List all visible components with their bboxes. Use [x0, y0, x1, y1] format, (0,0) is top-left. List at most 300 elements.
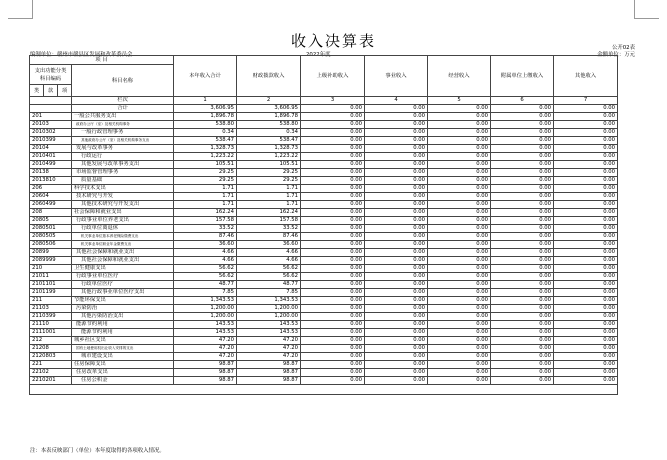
row-value: 0.00 [491, 241, 554, 249]
row-value: 1,896.78 [237, 113, 301, 121]
row-value: 0.00 [491, 273, 554, 281]
row-value: 1,223.22 [237, 153, 301, 161]
row-code: 2111001 [30, 329, 72, 337]
row-value: 143.53 [174, 321, 237, 329]
row-value: 0.00 [491, 345, 554, 353]
row-value: 0.00 [491, 161, 554, 169]
row-value: 0.00 [365, 249, 428, 257]
row-value: 1.71 [237, 185, 301, 193]
row-value: 0.00 [554, 313, 618, 321]
row-value: 7.85 [174, 289, 237, 297]
table-row [30, 257, 618, 265]
row-value: 0.00 [365, 137, 428, 145]
row-value: 4.66 [174, 257, 237, 265]
row-value: 0.00 [554, 345, 618, 353]
row-code: 20138 [30, 169, 72, 177]
row-name: 市场监督管理事务 [72, 169, 174, 177]
row-name: 科学技术支出 [72, 185, 174, 193]
table-row [30, 249, 618, 257]
row-code: 2060499 [30, 201, 72, 209]
row-value: 143.53 [237, 321, 301, 329]
table-row [30, 353, 618, 361]
row-value: 0.00 [554, 113, 618, 121]
row-name: 其他社会保障和就业支出 [72, 249, 174, 257]
row-value: 0.00 [301, 145, 365, 153]
row-value: 0.00 [428, 233, 491, 241]
row-code: 20104 [30, 145, 72, 153]
row-name: 机关事业单位基本养老保险缴费支出 [72, 233, 174, 241]
table-row [30, 209, 618, 217]
row-code: 20604 [30, 193, 72, 201]
row-value: 538.47 [174, 137, 237, 145]
header-col-1: 本年收入合计 [174, 56, 237, 97]
row-value: 0.00 [554, 233, 618, 241]
row-code: 2010499 [30, 161, 72, 169]
header-col-5: 经营收入 [428, 56, 491, 97]
row-code: 2101101 [30, 281, 72, 289]
col-number: 4 [365, 97, 428, 105]
row-value: 0.00 [554, 169, 618, 177]
row-value: 0.00 [301, 249, 365, 257]
table-row [30, 321, 618, 329]
row-name: 其他行政事业单位医疗支出 [72, 289, 174, 297]
total-value: 3,606.95 [174, 105, 237, 113]
row-code: 2010302 [30, 129, 72, 137]
table-row [30, 225, 618, 233]
row-value: 0.00 [428, 369, 491, 377]
row-value: 0.00 [491, 297, 554, 305]
row-value: 0.00 [365, 313, 428, 321]
row-value: 0.00 [428, 377, 491, 385]
page-title: 收入决算表 [290, 32, 376, 50]
row-value: 0.00 [491, 377, 554, 385]
table-row [30, 169, 618, 177]
table-row [30, 377, 618, 385]
row-value: 98.87 [174, 361, 237, 369]
row-value: 4.66 [237, 249, 301, 257]
row-value: 0.00 [491, 305, 554, 313]
row-value: 0.00 [491, 113, 554, 121]
row-value: 0.00 [365, 145, 428, 153]
row-value: 0.00 [301, 337, 365, 345]
table-row [30, 369, 618, 377]
row-value: 0.00 [301, 265, 365, 273]
table-row [30, 129, 618, 137]
row-value: 0.00 [554, 121, 618, 129]
row-value: 0.00 [301, 369, 365, 377]
row-value: 0.00 [365, 177, 428, 185]
row-value: 0.00 [491, 337, 554, 345]
row-value: 0.00 [491, 329, 554, 337]
row-value: 0.00 [428, 185, 491, 193]
row-value: 0.00 [428, 137, 491, 145]
header-code: 支出功能分类科目编码 [30, 65, 72, 85]
row-name: 质量基础 [72, 177, 174, 185]
row-value: 0.00 [554, 337, 618, 345]
row-value: 0.00 [491, 369, 554, 377]
row-value: 0.00 [554, 249, 618, 257]
row-value: 0.00 [491, 153, 554, 161]
row-value: 157.58 [174, 217, 237, 225]
row-value: 0.00 [554, 153, 618, 161]
row-value: 0.00 [491, 353, 554, 361]
row-value: 0.00 [554, 321, 618, 329]
table-row [30, 145, 618, 153]
row-value: 0.00 [491, 169, 554, 177]
row-name: 其他社会保障和就业支出 [72, 257, 174, 265]
row-value: 0.00 [365, 113, 428, 121]
row-value: 0.00 [428, 249, 491, 257]
row-value: 0.00 [554, 329, 618, 337]
row-value: 56.62 [237, 265, 301, 273]
row-name: 其他发展与改革事务支出 [72, 161, 174, 169]
row-value: 0.00 [365, 345, 428, 353]
row-value: 0.00 [301, 257, 365, 265]
row-value: 0.00 [301, 113, 365, 121]
row-value: 0.00 [301, 273, 365, 281]
header-name: 科目名称 [72, 65, 174, 97]
row-value: 0.00 [301, 129, 365, 137]
row-code: 21110 [30, 321, 72, 329]
row-value: 36.60 [237, 241, 301, 249]
row-value: 0.00 [365, 361, 428, 369]
row-name: 能源节约利用 [72, 329, 174, 337]
row-value: 0.00 [365, 353, 428, 361]
row-value: 0.00 [428, 265, 491, 273]
row-value: 0.00 [365, 305, 428, 313]
row-value: 0.00 [554, 265, 618, 273]
row-value: 0.00 [491, 321, 554, 329]
row-value: 0.00 [365, 265, 428, 273]
col-number: 3 [301, 97, 365, 105]
row-value: 0.00 [428, 113, 491, 121]
row-value: 4.66 [237, 257, 301, 265]
row-name: 能源节约利用 [72, 321, 174, 329]
total-value: 0.00 [428, 105, 491, 113]
row-value: 56.62 [174, 273, 237, 281]
row-value: 1,200.00 [237, 313, 301, 321]
row-value: 56.62 [237, 273, 301, 281]
row-value: 0.00 [428, 321, 491, 329]
table-row [30, 273, 618, 281]
row-value: 143.53 [237, 329, 301, 337]
table-row [30, 193, 618, 201]
row-value: 0.00 [428, 209, 491, 217]
header-col-7: 其他收入 [554, 56, 618, 97]
row-value: 0.00 [365, 297, 428, 305]
row-value: 0.00 [428, 273, 491, 281]
table-row [30, 337, 618, 345]
row-value: 157.58 [237, 217, 301, 225]
row-value: 0.00 [365, 225, 428, 233]
row-name: 行政运行 [72, 153, 174, 161]
row-value: 0.00 [554, 193, 618, 201]
table-row [30, 289, 618, 297]
row-value: 98.87 [237, 361, 301, 369]
row-name: 卫生健康支出 [72, 265, 174, 273]
row-value: 0.00 [365, 121, 428, 129]
table-row [30, 217, 618, 225]
row-value: 162.24 [174, 209, 237, 217]
row-name: 社会保障和就业支出 [72, 209, 174, 217]
table-row [30, 201, 618, 209]
row-value: 0.00 [428, 169, 491, 177]
row-value: 1,200.00 [237, 305, 301, 313]
row-value: 1.71 [174, 193, 237, 201]
row-value: 0.00 [428, 329, 491, 337]
row-value: 29.25 [174, 169, 237, 177]
row-value: 0.00 [301, 233, 365, 241]
row-value: 0.00 [301, 201, 365, 209]
row-value: 0.00 [428, 305, 491, 313]
col-number: 7 [554, 97, 618, 105]
total-value: 0.00 [491, 105, 554, 113]
table-note: 注：本表反映部门（单位）本年度取得的各项收入情况。 [30, 448, 165, 454]
row-code: 210 [30, 265, 72, 273]
row-value: 0.00 [301, 297, 365, 305]
col-number: 5 [428, 97, 491, 105]
row-code: 221 [30, 361, 72, 369]
row-value: 98.87 [237, 369, 301, 377]
row-value: 87.46 [237, 233, 301, 241]
row-code: 21103 [30, 305, 72, 313]
row-value: 0.00 [301, 313, 365, 321]
row-value: 0.00 [301, 353, 365, 361]
row-value: 538.80 [174, 121, 237, 129]
row-value: 1.71 [174, 185, 237, 193]
row-code: 2089999 [30, 257, 72, 265]
row-value: 0.00 [301, 361, 365, 369]
table-row [30, 265, 618, 273]
currency-unit: 金额单位：万元 [597, 52, 635, 58]
row-value: 0.00 [301, 185, 365, 193]
header-col-6: 附属单位上缴收入 [491, 56, 554, 97]
row-value: 0.00 [554, 289, 618, 297]
row-value: 0.00 [554, 257, 618, 265]
row-value: 0.00 [301, 217, 365, 225]
row-value: 1.71 [174, 201, 237, 209]
table-row [30, 137, 618, 145]
row-value: 0.00 [428, 337, 491, 345]
row-value: 0.00 [554, 201, 618, 209]
fiscal-year: 2022年度 [306, 52, 331, 58]
row-name: 一般行政管理事务 [72, 129, 174, 137]
row-value: 0.00 [428, 225, 491, 233]
row-name: 其他政府办公厅（室）及相关机构事务支出 [72, 137, 174, 145]
row-value: 0.00 [365, 209, 428, 217]
row-value: 0.00 [491, 233, 554, 241]
table-row [30, 345, 618, 353]
col-number: 6 [491, 97, 554, 105]
row-code: 2110399 [30, 313, 72, 321]
row-value: 0.00 [301, 377, 365, 385]
table-row [30, 305, 618, 313]
col-number: 2 [237, 97, 301, 105]
row-value: 0.00 [491, 313, 554, 321]
row-code: 211 [30, 297, 72, 305]
row-code: 206 [30, 185, 72, 193]
row-value: 0.00 [554, 209, 618, 217]
row-value: 0.34 [237, 129, 301, 137]
row-value: 1.71 [237, 193, 301, 201]
header-lei: 类 [30, 85, 44, 97]
table-row [30, 113, 618, 121]
row-code: 2080506 [30, 241, 72, 249]
row-value: 0.00 [301, 281, 365, 289]
total-label: 合计 [72, 105, 174, 113]
row-value: 0.00 [428, 217, 491, 225]
row-value: 0.00 [301, 209, 365, 217]
row-value: 0.00 [554, 129, 618, 137]
row-value: 0.00 [301, 161, 365, 169]
row-value: 1,328.73 [237, 145, 301, 153]
row-value: 0.00 [301, 193, 365, 201]
row-value: 48.77 [174, 281, 237, 289]
row-value: 0.00 [301, 177, 365, 185]
row-value: 36.60 [174, 241, 237, 249]
row-value: 0.00 [554, 369, 618, 377]
row-code: 2080505 [30, 233, 72, 241]
row-name: 其他污染防治支出 [72, 313, 174, 321]
row-code: 2010401 [30, 153, 72, 161]
row-value: 29.25 [174, 177, 237, 185]
row-value: 33.52 [174, 225, 237, 233]
row-value: 0.00 [365, 377, 428, 385]
row-value: 0.00 [428, 121, 491, 129]
row-value: 0.00 [365, 241, 428, 249]
row-value: 1,200.00 [174, 305, 237, 313]
row-name: 城市建设支出 [72, 353, 174, 361]
row-value: 0.00 [554, 273, 618, 281]
row-value: 0.00 [365, 153, 428, 161]
total-value: 0.00 [365, 105, 428, 113]
row-value: 0.00 [301, 137, 365, 145]
row-value: 0.00 [428, 161, 491, 169]
row-name: 其他技术研究与开发支出 [72, 201, 174, 209]
row-code: 2013810 [30, 177, 72, 185]
row-value: 0.00 [554, 177, 618, 185]
row-value: 0.34 [174, 129, 237, 137]
header-col-2: 财政拨款收入 [237, 56, 301, 97]
row-value: 47.20 [174, 345, 237, 353]
row-value: 0.00 [301, 329, 365, 337]
row-value: 87.46 [174, 233, 237, 241]
row-value: 0.00 [428, 177, 491, 185]
row-name: 一般公共服务支出 [72, 113, 174, 121]
row-value: 0.00 [491, 209, 554, 217]
row-value: 0.00 [491, 185, 554, 193]
table-row [30, 361, 618, 369]
row-value: 7.85 [237, 289, 301, 297]
row-value: 56.62 [174, 265, 237, 273]
header-col-3: 上级补助收入 [301, 56, 365, 97]
row-value: 0.00 [554, 377, 618, 385]
row-code: 2210201 [30, 377, 72, 385]
row-name: 行政单位离退休 [72, 225, 174, 233]
table-row [30, 161, 618, 169]
row-value: 1,223.22 [174, 153, 237, 161]
row-value: 1,343.53 [237, 297, 301, 305]
row-value: 0.00 [365, 329, 428, 337]
row-value: 0.00 [428, 297, 491, 305]
header-item: 项 目 [30, 56, 174, 65]
row-value: 0.00 [365, 273, 428, 281]
row-value: 0.00 [428, 281, 491, 289]
row-value: 0.00 [301, 321, 365, 329]
row-value: 0.00 [428, 361, 491, 369]
income-table [29, 55, 618, 395]
row-value: 0.00 [491, 361, 554, 369]
col-number: 1 [174, 97, 237, 105]
row-value: 0.00 [491, 129, 554, 137]
row-code: 21208 [30, 345, 72, 353]
row-name: 行政事业单位养老支出 [72, 217, 174, 225]
row-value: 0.00 [554, 305, 618, 313]
row-value: 29.25 [237, 169, 301, 177]
row-value: 538.80 [237, 121, 301, 129]
row-name: 国有土地使用权出让收入安排的支出 [72, 345, 174, 353]
row-value: 0.00 [365, 201, 428, 209]
row-value: 162.24 [237, 209, 301, 217]
compiling-unit: 编制单位：赣州市赣县区发展和改革委员会 [30, 52, 133, 58]
row-value: 0.00 [428, 353, 491, 361]
row-value: 0.00 [301, 345, 365, 353]
row-value: 0.00 [365, 217, 428, 225]
table-row [30, 281, 618, 289]
row-name: 住房公积金 [72, 377, 174, 385]
row-code: 2101199 [30, 289, 72, 297]
total-value: 0.00 [554, 105, 618, 113]
row-value: 47.20 [174, 353, 237, 361]
crop-mark-top-right [634, 0, 659, 19]
row-code: 208 [30, 209, 72, 217]
row-code: 21011 [30, 273, 72, 281]
row-code: 201 [30, 113, 72, 121]
table-row [30, 297, 618, 305]
row-value: 0.00 [554, 281, 618, 289]
row-value: 1,896.78 [174, 113, 237, 121]
row-value: 0.00 [491, 257, 554, 265]
row-value: 0.00 [365, 193, 428, 201]
row-name: 污染防治 [72, 305, 174, 313]
table-row [30, 313, 618, 321]
row-value: 0.00 [365, 257, 428, 265]
row-value: 0.00 [428, 145, 491, 153]
header-kuan: 款 [44, 85, 58, 97]
row-name: 行政单位医疗 [72, 281, 174, 289]
row-name: 住房保障支出 [72, 361, 174, 369]
row-value: 0.00 [428, 201, 491, 209]
row-code: 2010399 [30, 137, 72, 145]
row-value: 0.00 [301, 305, 365, 313]
row-value: 1.71 [237, 201, 301, 209]
row-value: 0.00 [365, 161, 428, 169]
row-value: 1,328.73 [174, 145, 237, 153]
row-value: 0.00 [554, 353, 618, 361]
row-value: 98.87 [174, 377, 237, 385]
row-value: 0.00 [428, 193, 491, 201]
row-value: 0.00 [365, 337, 428, 345]
total-value: 3,606.95 [237, 105, 301, 113]
row-value: 0.00 [491, 225, 554, 233]
row-value: 0.00 [428, 345, 491, 353]
row-code: 20899 [30, 249, 72, 257]
row-value: 0.00 [491, 281, 554, 289]
row-value: 0.00 [365, 129, 428, 137]
row-value: 0.00 [365, 185, 428, 193]
row-value: 0.00 [554, 241, 618, 249]
row-value: 47.20 [237, 337, 301, 345]
